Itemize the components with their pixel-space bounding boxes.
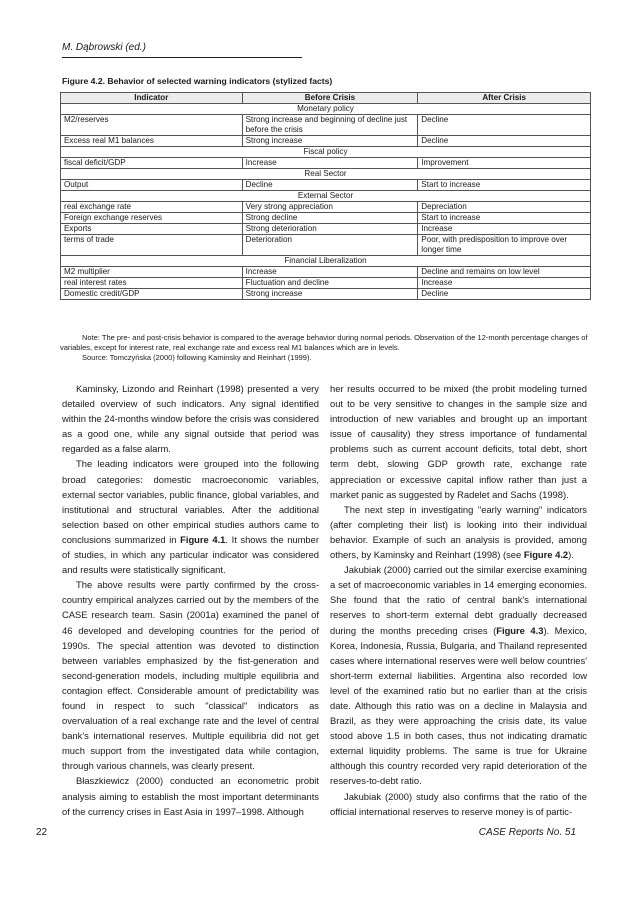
cell-after-crisis: Start to increase — [418, 180, 591, 191]
cell-before-crisis: Deterioration — [242, 235, 418, 256]
section-row — [61, 147, 591, 158]
cell-indicator: Output — [61, 180, 243, 191]
table-row — [61, 136, 591, 147]
cell-after-crisis: Decline — [418, 136, 591, 147]
cell-indicator: Excess real M1 balances — [61, 136, 243, 147]
figure-title: Figure 4.2. Behavior of selected warning indicators (stylized facts) — [62, 76, 333, 86]
cell-before-crisis: Very strong appreciation — [242, 202, 418, 213]
cell-after-crisis: Start to increase — [418, 213, 591, 224]
section-row — [61, 256, 591, 267]
section-row — [61, 104, 591, 115]
section-heading: External Sector — [61, 191, 591, 202]
cell-indicator: terms of trade — [61, 235, 243, 256]
warning-indicators-table — [60, 92, 591, 300]
cell-after-crisis: Increase — [418, 224, 591, 235]
table-header-row — [61, 93, 591, 104]
header-rule — [62, 57, 302, 58]
paragraph: The above results were partly confirmed by the cross-country empirical analyzes carried out by the members of the CASE research team. Sasin (2001a) examined the panel of 46 developed and developing countries for the period of 1990s. The special attention was devoted to distinction between variables emphasized by the fist-generation and second-generation models, including multiple equilibria and contagion effect. Considerable amount of predictability was found in respect to such "classical" indicators as overvaluation of a real exchange rate and the level of central bank's international reserves. Multiple equilibria did not get much support from the investigated data while contagion, through various channels, was clearly present. — [62, 579, 319, 772]
cell-after-crisis: Decline — [418, 115, 591, 136]
footer-series: CASE Reports No. 51 — [478, 827, 576, 838]
cell-before-crisis: Increase — [242, 267, 418, 278]
cell-after-crisis: Decline and remains on low level — [418, 267, 591, 278]
table-row — [61, 278, 591, 289]
figure-reference: Figure 4.3 — [496, 624, 544, 636]
cell-after-crisis: Poor, with predisposition to improve over longer time — [418, 235, 591, 256]
section-heading: Monetary policy — [61, 104, 591, 115]
paragraph: The leading indicators were grouped into the following broad categories: domestic macroeconomic variables, external sector variables, public finance, global variables, and institutional and structural variables. After the additional selection based on other empirical studies authors came to conclusions summarized in Figure 4.1. It shows the number of studies, in which any particular indicator was considered and results were statistically significant. — [62, 458, 319, 576]
col-header-before-crisis: Before Crisis — [242, 93, 418, 104]
page-number: 22 — [36, 827, 48, 838]
paragraph: her results occurred to be mixed (the probit modeling turned out to be very sensitive to changes in the sample size and introduction of new variables and brought up an important issue of causality) they stress importance of fundamental problems such as current account deficits, total debt, short term debt, slowing GDP growth rate, exchange rate appreciation or excessive capital inflow rather than just a market panic as suggested by Radelet and Sachs (1998). — [330, 383, 587, 500]
paragraph: Jakubiak (2000) carried out the similar exercise examining a set of macroeconomic variables in 14 emerging economies. She found that the ratio of central bank's international reserves to short-term external debt gradually decreased during the months preceding crises (Figure 4.3). Mexico, Korea, Indonesia, Russia, Bulgaria, and Thailand represented cases where international reserves were well below countries' short-term external liabilities. Argentina also recorded low level of the examined ratio but no earlier than at the crisis date. Although this ratio was on a decline in Malaysia and Brazil, as they were approaching the crisis date, its value stood above 1.5 in both cases, thus not indicating dramatic external liquidity problems. The same is true for Ukraine although this country recorded very rapid deterioration of the reserves-to-debt ratio. — [330, 564, 587, 787]
cell-before-crisis: Strong deterioration — [242, 224, 418, 235]
body-column-left — [62, 381, 319, 819]
running-head: M. Dąbrowski (ed.) — [62, 42, 146, 53]
cell-before-crisis: Increase — [242, 158, 418, 169]
section-heading: Real Sector — [61, 169, 591, 180]
note-text: Note: The pre- and post-crisis behavior is compared to the average behavior during normal periods. Observation of the 12-month percentage changes of variables, except for interest rate, real exchange rate and excess real M1 balances which are in levels. — [60, 333, 588, 353]
section-row — [61, 169, 591, 180]
cell-before-crisis: Fluctuation and decline — [242, 278, 418, 289]
cell-indicator: Foreign exchange reserves — [61, 213, 243, 224]
figure-reference: Figure 4.1 — [180, 533, 226, 545]
table-row — [61, 267, 591, 278]
cell-indicator: M2/reserves — [61, 115, 243, 136]
cell-after-crisis: Decline — [418, 289, 591, 300]
body-column-right — [330, 381, 587, 819]
col-header-after-crisis: After Crisis — [418, 93, 591, 104]
cell-after-crisis: Depreciation — [418, 202, 591, 213]
cell-before-crisis: Decline — [242, 180, 418, 191]
paragraph: Błaszkiewicz (2000) conducted an econometric probit analysis aiming to establish the most important determinants of the currency crises in East Asia in 1997–1998. Although — [62, 775, 319, 817]
paragraph: The next step in investigating "early warning" indicators (after completing their list) is looking into their individual behavior. Example of such an analysis is provided, among others, by Kaminsky and Reinhart (1998) (see Figure 4.2). — [330, 503, 587, 561]
cell-indicator: Exports — [61, 224, 243, 235]
paragraph: Jakubiak (2000) study also confirms that the ratio of the official international reserves to reserve money is of partic- — [330, 790, 587, 817]
table-row — [61, 202, 591, 213]
table-row — [61, 180, 591, 191]
table-body — [61, 104, 591, 300]
section-heading: Financial Liberalization — [61, 256, 591, 267]
col-header-indicator: Indicator — [61, 93, 243, 104]
cell-before-crisis: Strong increase — [242, 136, 418, 147]
table-row — [61, 158, 591, 169]
table-row — [61, 289, 591, 300]
cell-before-crisis: Strong decline — [242, 213, 418, 224]
cell-indicator: Domestic credit/GDP — [61, 289, 243, 300]
cell-indicator: fiscal deficit/GDP — [61, 158, 243, 169]
table-row — [61, 115, 591, 136]
cell-indicator: M2 multiplier — [61, 267, 243, 278]
cell-indicator: real exchange rate — [61, 202, 243, 213]
section-row — [61, 191, 591, 202]
figure-note — [60, 333, 591, 364]
cell-after-crisis: Increase — [418, 278, 591, 289]
source-text: Source: Tomczyńska (2000) following Kaminsky and Reinhart (1999). — [82, 353, 312, 363]
figure-reference: Figure 4.2 — [523, 549, 569, 561]
cell-before-crisis: Strong increase and beginning of decline just before the crisis — [242, 115, 418, 136]
cell-before-crisis: Strong increase — [242, 289, 418, 300]
cell-after-crisis: Improvement — [418, 158, 591, 169]
section-heading: Fiscal policy — [61, 147, 591, 158]
table-row — [61, 235, 591, 256]
cell-indicator: real interest rates — [61, 278, 243, 289]
table-row — [61, 213, 591, 224]
table-row — [61, 224, 591, 235]
paragraph: Kaminsky, Lizondo and Reinhart (1998) presented a very detailed overview of such indicators. Any signal identified within the 24-months window before the crisis was considered as a good one, while any signal outside that period was regarded as a false alarm. — [62, 383, 319, 455]
